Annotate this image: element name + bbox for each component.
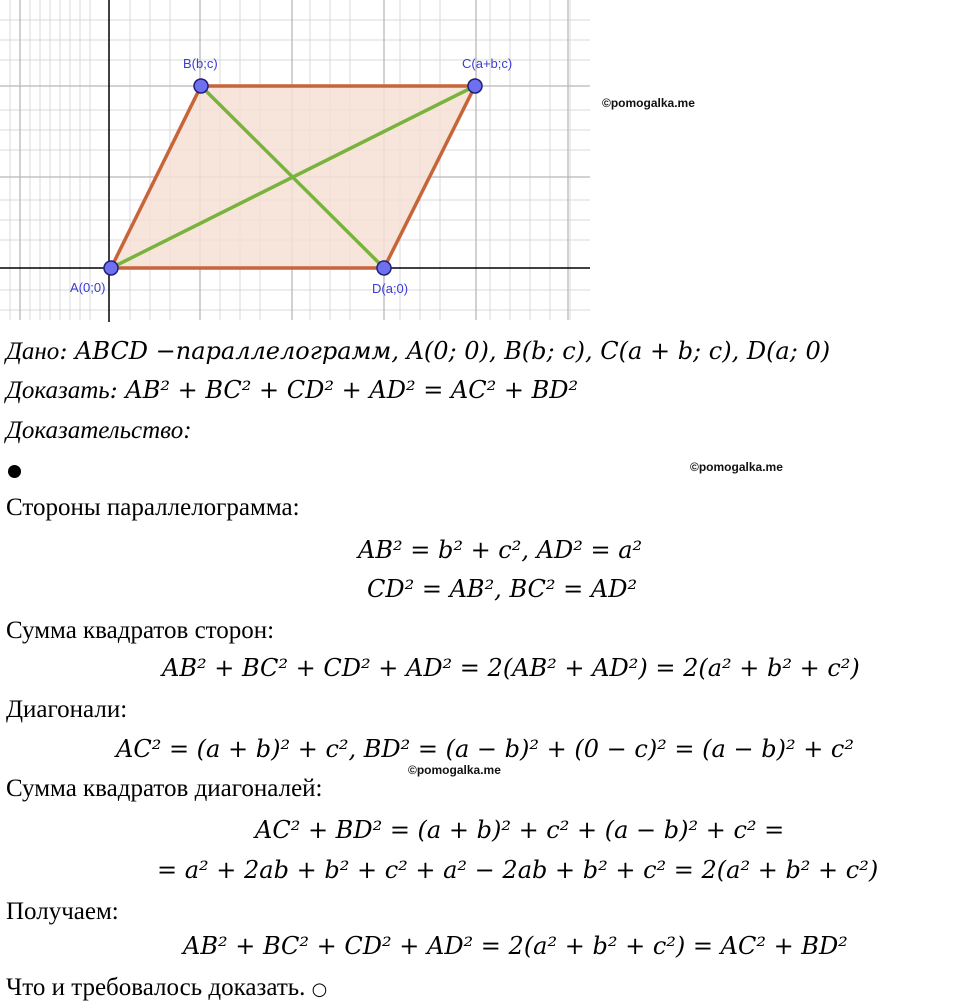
- point-d: [377, 261, 391, 275]
- bullet-icon: [8, 465, 21, 478]
- watermark: ©pomogalka.me: [408, 763, 501, 777]
- proof-label: Доказательство:: [6, 417, 192, 444]
- prove-line: [6, 376, 578, 405]
- sides-equation-2: CD² = AB², BC² = AD²: [367, 575, 638, 603]
- given-label: Дано: [6, 338, 60, 365]
- given-line: [6, 337, 830, 366]
- sum-diagonals-equation-1: AC² + BD² = (a + b)² + c² + (a − b)² + c² =: [255, 816, 785, 844]
- sum-sides-equation: AB² + BC² + CD² + AD² = 2(AB² + AD²) = 2(a² + b² + c²): [162, 654, 860, 682]
- given-math: : ABCD −параллелограмм, A(0; 0), B(b; c), C(a + b; c), D(a; 0): [59, 337, 831, 365]
- point-b: [194, 79, 208, 93]
- sum-diagonals-equation-2: = a² + 2ab + b² + c² + a² − 2ab + b² + c² = 2(a² + b² + c²): [157, 856, 879, 884]
- point-a: [104, 261, 118, 275]
- sides-heading: Стороны параллелограмма:: [6, 494, 300, 521]
- prove-math: : AB² + BC² + CD² + AD² = AC² + BD²: [109, 376, 579, 404]
- result-heading: Получаем:: [6, 898, 119, 925]
- result-equation: AB² + BC² + CD² + AD² = 2(a² + b² + c²) = AC² + BD²: [183, 932, 848, 960]
- label-a: A(0;0): [70, 280, 106, 295]
- conclusion-text: Что и требовалось доказать.: [6, 974, 306, 1001]
- sides-equation-1: AB² = b² + c², AD² = a²: [358, 536, 643, 564]
- prove-label: Доказать: [6, 377, 110, 404]
- diagonals-heading: Диагонали:: [6, 696, 128, 723]
- sum-sides-heading: Сумма квадратов сторон:: [6, 617, 275, 644]
- label-b: B(b;c): [183, 56, 218, 71]
- point-c: [468, 79, 482, 93]
- watermark: ©pomogalka.me: [602, 96, 695, 110]
- sum-diagonals-heading: Сумма квадратов диагоналей:: [6, 775, 323, 802]
- qed-icon: ○: [311, 979, 328, 1000]
- watermark: ©pomogalka.me: [690, 460, 783, 474]
- parallelogram-figure: [0, 0, 600, 322]
- label-d: D(a;0): [372, 281, 409, 296]
- label-c: C(a+b;c): [462, 56, 513, 71]
- conclusion-line: [6, 974, 327, 1002]
- diagonals-equation: AC² = (a + b)² + c², BD² = (a − b)² + (0 − c)² = (a − b)² + c²: [116, 735, 854, 763]
